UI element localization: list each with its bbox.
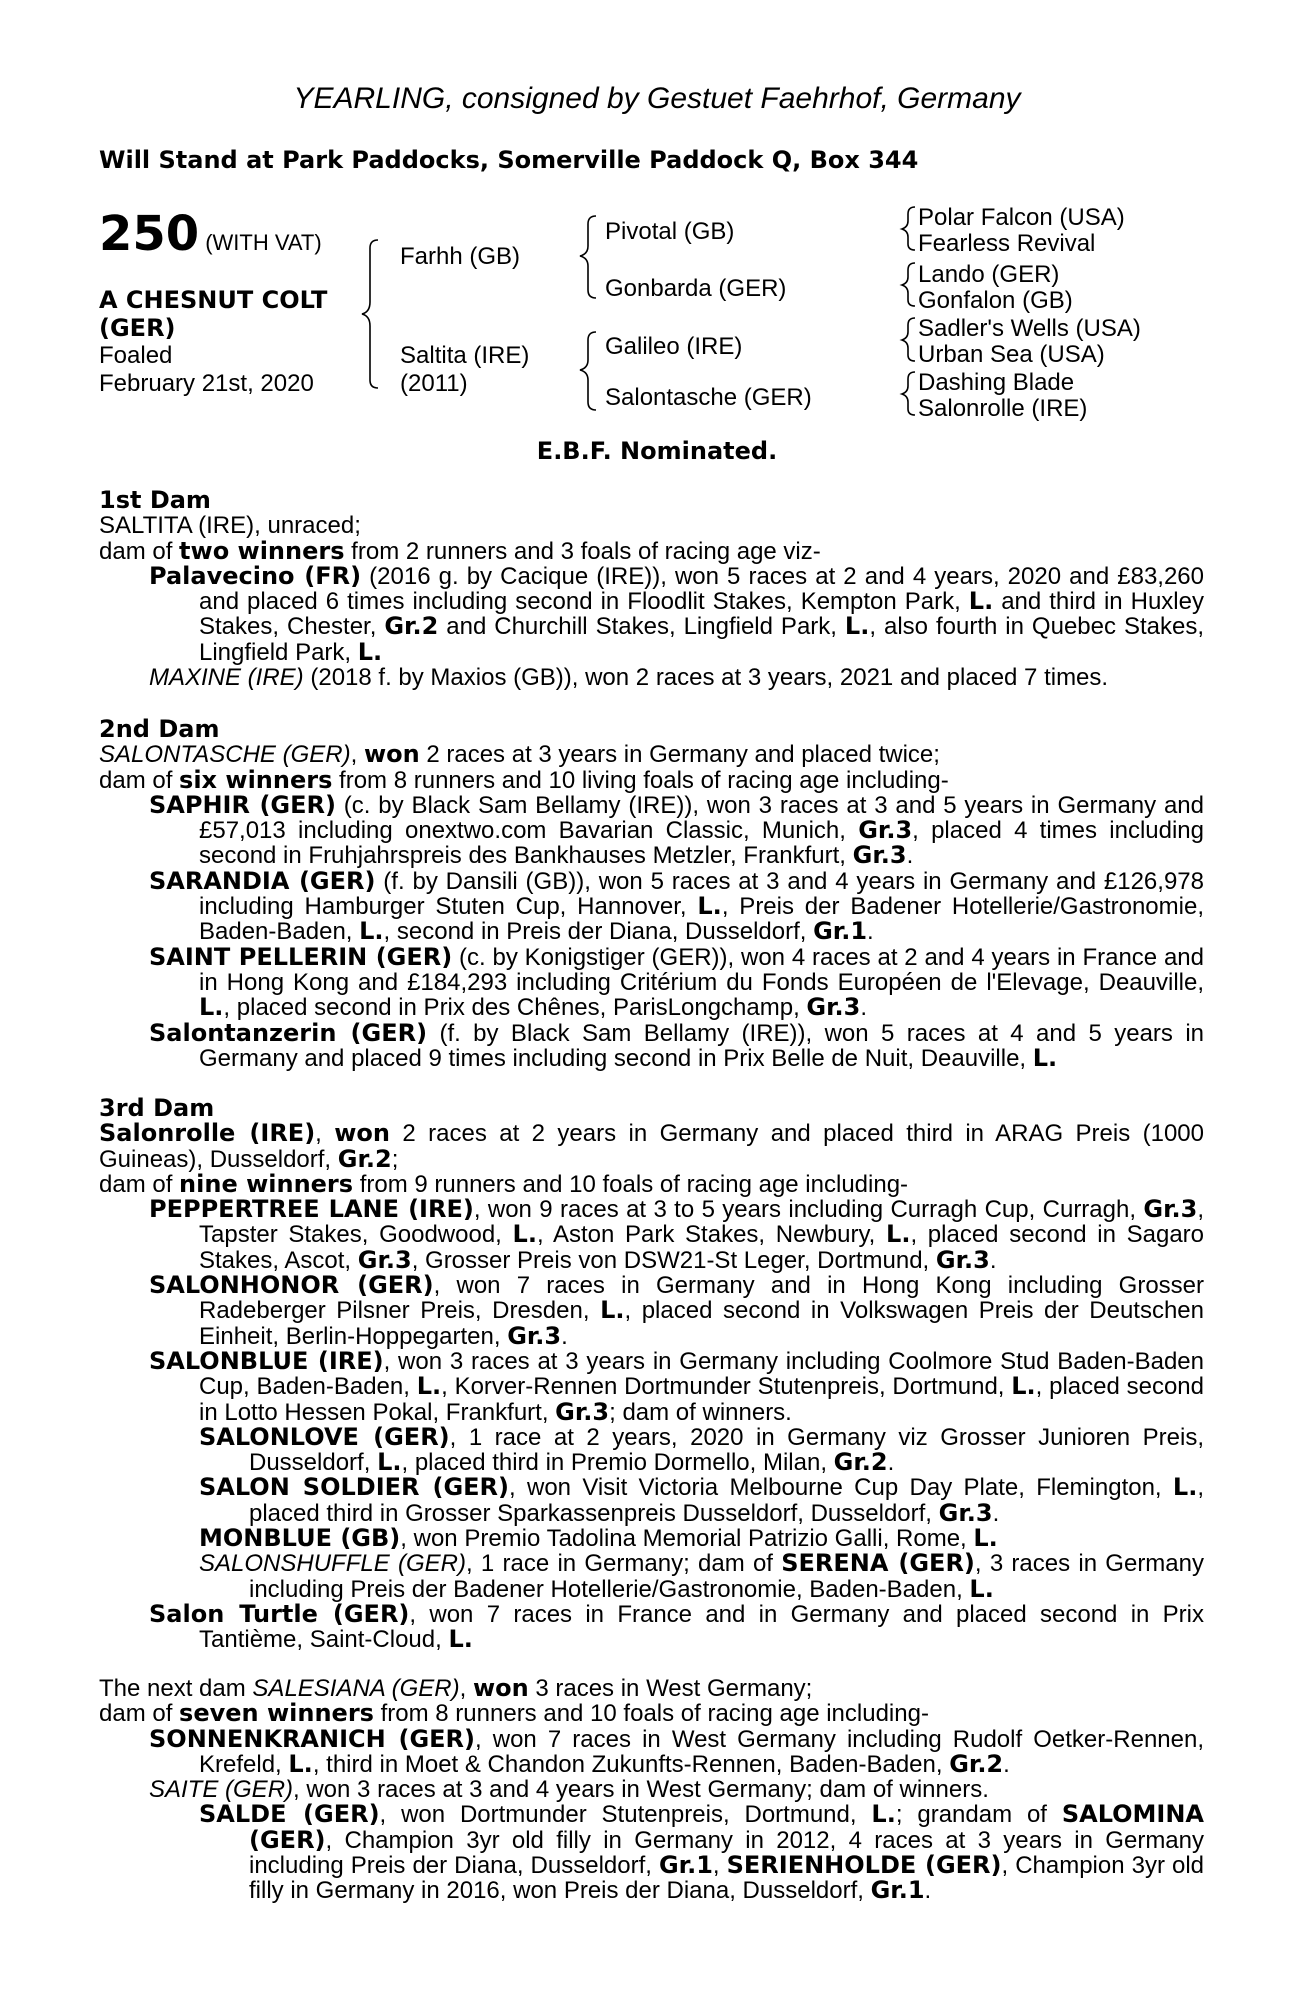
- produce-entry: SALONHONOR (GER), won 7 races in Germany and in Hong Kong including Grosser Radeberger Pilsner Preis, Dresden, L., placed second in Volkswagen Preis der Deutschen Einheit, Berlin-Hoppegarten, Gr.3.: [149, 1271, 1205, 1350]
- first-dam-heading: 1st Dam: [99, 486, 211, 514]
- foaled-label: Foaled: [99, 342, 173, 369]
- produce-entry: SALDE (GER), won Dortmunder Stutenpreis, Dortmund, L.; grandam of SALOMINA (GER), Champion 3yr old filly in Germany in 2012, 4 races at 3 years in Germany including Preis der Diana, Dusseldorf, Gr.1, SERIENHOLDE (GER), Champion 3yr old filly in Germany in 2016, won Preis der Diana, Dusseldorf, Gr.1.: [199, 1800, 1204, 1905]
- produce-entry: SALONBLUE (IRE), won 3 races at 3 years in Germany including Coolmore Stud Baden-Baden Cup, Baden-Baden, L., Korver-Rennen Dortmunder Stutenpreis, Dortmund, L., placed second in Lotto Hessen Pokal, Frankfurt, Gr.3; dam of winners.: [149, 1346, 1204, 1426]
- produce-entry: SONNENKRANICH (GER), won 7 races in West Germany including Rudolf Oetker-Rennen, Krefeld, L., third in Moet & Chandon Zukunfts-Rennen, Baden-Baden, Gr.2.: [149, 1724, 1204, 1778]
- pedigree-sire-dam: Gonbarda (GER): [605, 275, 787, 302]
- foaled-date: February 21st, 2020: [99, 370, 314, 397]
- pedigree-sire-sire: Pivotal (GB): [605, 218, 735, 245]
- second-dam-heading: 2nd Dam: [99, 715, 220, 743]
- second-dam-line: SALONTASCHE (GER), won 2 races at 3 years in Germany and placed twice;: [99, 740, 940, 769]
- produce-entry: MONBLUE (GB), won Premio Tadolina Memorial Patrizio Galli, Rome, L.: [199, 1524, 998, 1553]
- third-dam-produce-summary: dam of nine winners from 9 runners and 10 foals of racing age including-: [99, 1169, 909, 1198]
- pedigree-sdd: Gonfalon (GB): [918, 287, 1073, 314]
- pedigree-dsd: Urban Sea (USA): [918, 341, 1105, 368]
- lot-number: 250: [99, 206, 200, 262]
- produce-entry: PEPPERTREE LANE (IRE), won 9 races at 3 to 5 years including Curragh Cup, Curragh, Gr.3, Tapster Stakes, Goodwood, L., Aston Park Stakes, Newbury, L., placed second in Sagaro Stakes, Ascot, Gr.3, Grosser Preis von DSW21-St Leger, Dortmund, Gr.3.: [149, 1195, 1205, 1274]
- pedigree-ssd: Fearless Revival: [918, 230, 1096, 257]
- second-dam-section: [99, 717, 1204, 1071]
- third-dam-heading: 3rd Dam: [99, 1094, 215, 1122]
- pedigree-dam-sire: Galileo (IRE): [605, 333, 743, 360]
- lot-desc-line1: A CHESNUT COLT: [99, 286, 328, 314]
- produce-entry: Salontanzerin (GER) (f. by Black Sam Bellamy (IRE)), won 5 races at 4 and 5 years in Germany and placed 9 times including second in Prix Belle de Nuit, Deauville, L.: [149, 1018, 1205, 1072]
- produce-entry: SALONLOVE (GER), 1 race at 2 years, 2020 in Germany viz Grosser Junioren Preis, Dusseldorf, L., placed third in Premio Dormello, Milan, Gr.2.: [199, 1422, 1204, 1477]
- produce-entry: SAITE (GER), won 3 races at 3 and 4 years in West Germany; dam of winners.: [149, 1776, 989, 1804]
- lot-desc-line2: (GER): [99, 314, 176, 342]
- produce-entry: MAXINE (IRE) (2018 f. by Maxios (GB)), won 2 races at 3 years, 2021 and placed 7 times.: [149, 664, 1109, 692]
- ebf-nominated: E.B.F. Nominated.: [536, 437, 778, 465]
- produce-entry: SARANDIA (GER) (f. by Dansili (GB)), won 5 races at 3 and 4 years in Germany and £126,978 including Hamburger Stuten Cup, Hannover, L., Preis der Badener Hotellerie/Gastronomie, Baden-Baden, L., second in Preis der Diana, Dusseldorf, Gr.1.: [149, 866, 1204, 946]
- next-dam-section: [99, 1676, 1204, 1904]
- second-dam-produce-summary: dam of six winners from 8 runners and 10 living foals of racing age including-: [99, 765, 949, 794]
- produce-entry: SALON SOLDIER (GER), won Visit Victoria Melbourne Cup Day Plate, Flemington, L., placed third in Grosser Sparkassenpreis Dusseldorf, Dusseldorf, Gr.3.: [199, 1473, 1205, 1527]
- stand-location: Will Stand at Park Paddocks, Somerville Paddock Q, Box 344: [99, 146, 919, 174]
- next-dam-line: The next dam SALESIANA (GER), won 3 races in West Germany;: [99, 1674, 813, 1702]
- first-dam-produce-summary: dam of two winners from 2 runners and 3 foals of racing age viz-: [99, 536, 821, 565]
- pedigree-dam-dam: Salontasche (GER): [605, 384, 812, 411]
- pedigree-sss: Polar Falcon (USA): [918, 204, 1125, 231]
- first-dam-line: SALTITA (IRE), unraced;: [99, 512, 361, 540]
- third-dam-line: Salonrolle (IRE), won 2 races at 2 years in Germany and placed third in ARAG Preis (1000 Guineas), Dusseldorf, Gr.2;: [99, 1119, 1204, 1173]
- pedigree-sire: Farhh (GB): [400, 243, 521, 270]
- produce-entry: SAPHIR (GER) (c. by Black Sam Bellamy (IRE)), won 3 races at 3 and 5 years in Germany and £57,013 including onextwo.com Bavarian Classic, Munich, Gr.3, placed 4 times including second in Fruhjahrspreis des Bankhauses Metzler, Frankfurt, Gr.3.: [149, 790, 1205, 870]
- third-dam-section: [99, 1096, 1204, 1653]
- produce-entry: SALONSHUFFLE (GER), 1 race in Germany; dam of SERENA (GER), 3 races in Germany including Preis der Badener Hotellerie/Gastronomie, Baden-Baden, L.: [199, 1549, 1204, 1603]
- pedigree-dss: Sadler's Wells (USA): [918, 315, 1141, 342]
- produce-entry: SAINT PELLERIN (GER) (c. by Konigstiger (GER)), won 4 races at 2 and 4 years in France and in Hong Kong and £184,293 including Critérium du Fonds Européen de l'Elevage, Deauville, L., placed second in Prix des Chênes, ParisLongchamp, Gr.3.: [149, 942, 1204, 1022]
- first-dam-section: [99, 488, 1204, 690]
- produce-entry: Palavecino (FR) (2016 g. by Cacique (IRE)), won 5 races at 2 and 4 years, 2020 and £83,260 and placed 6 times including second in Floodlit Stakes, Kempton Park, L. and third in Huxley Stakes, Chester, Gr.2 and Churchill Stakes, Lingfield Park, L., also fourth in Quebec Stakes, Lingfield Park, L.: [149, 561, 1205, 666]
- lot-header: YEARLING, consigned by Gestuet Faehrhof, Germany: [293, 82, 1021, 115]
- lot-vat: (WITH VAT): [205, 230, 322, 255]
- pedigree-dds: Dashing Blade: [918, 369, 1075, 396]
- pedigree-dam-year: (2011): [400, 370, 468, 397]
- produce-entry: Salon Turtle (GER), won 7 races in France and in Germany and placed second in Prix Tantième, Saint-Cloud, L.: [149, 1599, 1205, 1654]
- pedigree-ddd: Salonrolle (IRE): [918, 395, 1088, 422]
- next-dam-produce-summary: dam of seven winners from 8 runners and 10 foals of racing age including-: [99, 1699, 929, 1728]
- pedigree-sds: Lando (GER): [918, 261, 1060, 288]
- pedigree-dam: Saltita (IRE): [400, 342, 530, 369]
